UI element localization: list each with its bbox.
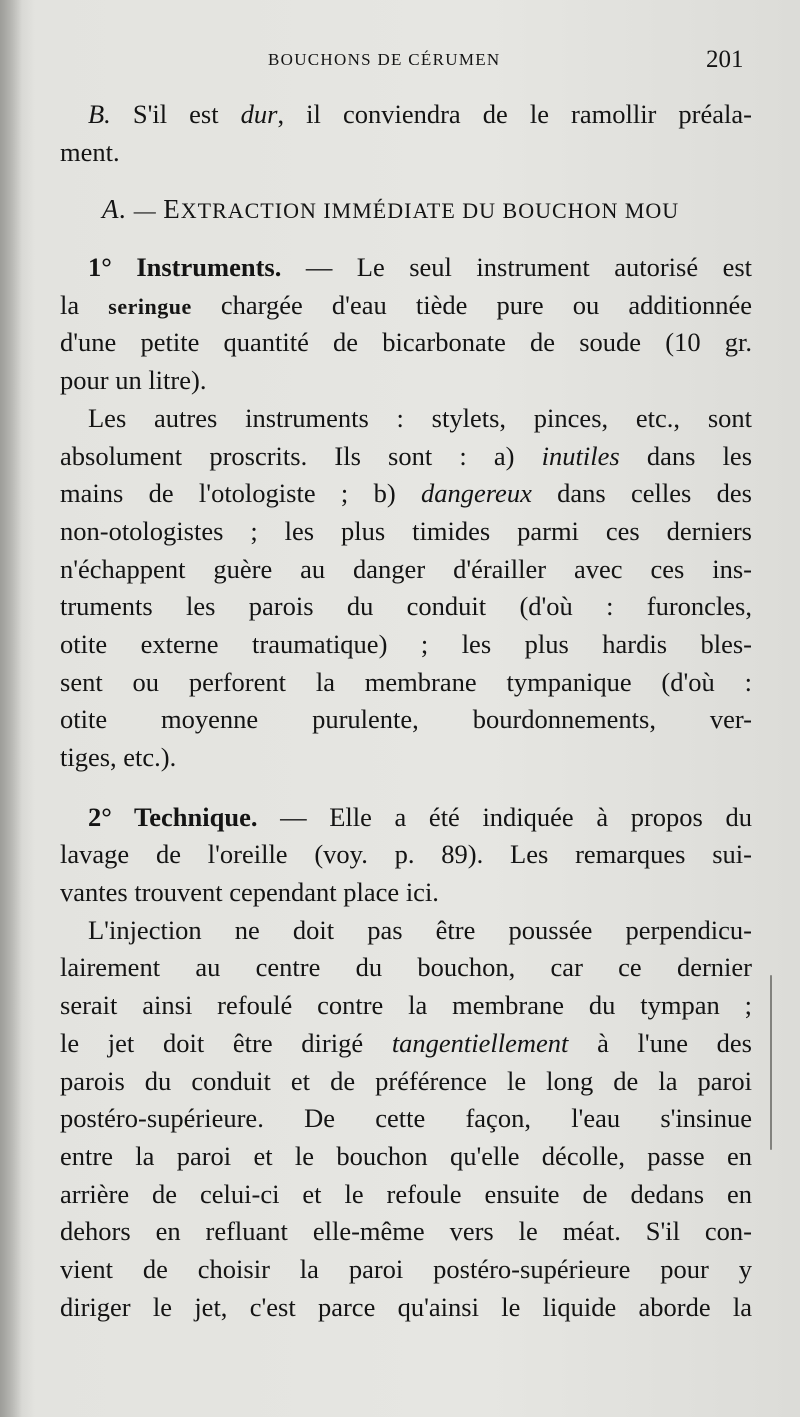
subsection-heading: 1° Instruments. [88, 252, 282, 283]
text-run: — [133, 198, 164, 224]
text-line: non-otologistes ; les plus timides parmi ces derniers [60, 515, 752, 546]
text-line [60, 287, 752, 325]
text-line: L'injection ne doit pas être poussée perpendicu- [88, 914, 752, 945]
margin-pencil-mark [770, 975, 772, 1150]
emphasis: tangentiellement [391, 1027, 569, 1058]
text-line: ment. [60, 136, 120, 167]
text-line: otite moyenne purulente, bourdonnements, ver- [60, 704, 752, 735]
binding-shadow [0, 0, 22, 1417]
text-run: — Le seul instrument autorisé est [281, 252, 753, 283]
running-head: BOUCHONS DE CÉRUMEN [268, 50, 501, 69]
text-run: absolument proscrits. Ils sont : a) [60, 440, 542, 471]
text-line [60, 438, 752, 476]
text-line: lairement au centre du bouchon, car ce dernier [60, 952, 752, 983]
bold-term: seringue [108, 293, 192, 319]
subsection-heading: 2° Technique. [88, 801, 258, 832]
text-run: chargée d'eau tiède pure ou additionnée [191, 289, 753, 320]
text-line: n'échappent guère au danger d'érailler avec ces ins- [60, 553, 752, 584]
text-line: vient de choisir la paroi postéro-supérieure pour y [60, 1253, 752, 1284]
section-title: XTRACTION IMMÉDIATE DU BOUCHON MOU [180, 198, 680, 224]
text-line: parois du conduit et de préférence le long de la paroi [60, 1065, 752, 1096]
text-line: otite externe traumatique) ; les plus hardis bles- [60, 628, 752, 659]
text-run: mains de l'otologiste ; b) [60, 478, 421, 509]
text-run: dans celles des [531, 478, 752, 509]
text-line: dehors en refluant elle-même vers le méat. S'il con- [60, 1216, 752, 1247]
text-line: Les autres instruments : stylets, pinces, etc., sont [88, 402, 752, 433]
text-line [60, 249, 752, 287]
text-line: tiges, etc.). [60, 742, 177, 772]
text-line: pour un litre). [60, 365, 207, 396]
section-letter: A. [102, 194, 128, 225]
text-line: d'une petite quantité de bicarbonate de soude (10 gr. [60, 327, 752, 358]
text-run: E [163, 194, 181, 225]
paragraph-letter: B. [88, 99, 111, 129]
emphasis: dur [240, 99, 278, 129]
text-line: entre la paroi et le bouchon qu'elle décolle, passe en [60, 1140, 752, 1171]
page-header [0, 44, 800, 84]
text-run: , il conviendra de le ramollir préala- [277, 99, 752, 129]
text-line: vantes trouvent cependant place ici. [60, 877, 439, 908]
text-run: — Elle a été indiquée à propos du [257, 801, 752, 832]
text-run: la [60, 289, 109, 320]
text-line: sent ou perforent la membrane tympanique (d'où : [60, 666, 752, 697]
text-line: serait ainsi refoulé contre la membrane du tympan ; [60, 990, 752, 1021]
text-line [60, 799, 752, 837]
text-run: à l'une des [568, 1027, 752, 1058]
text-run: le jet doit être dirigé [60, 1027, 392, 1058]
text-run: dans les [619, 440, 753, 471]
text-line: truments les parois du conduit (d'où : furoncles, [60, 591, 752, 622]
text-line: postéro-supérieure. De cette façon, l'eau s'insinue [60, 1103, 752, 1134]
text-line: arrière de celui-ci et le refoule ensuite de dedans en [60, 1178, 752, 1209]
text-line [60, 1025, 752, 1063]
emphasis: dangereux [420, 478, 532, 509]
section-heading [60, 191, 752, 229]
text-line [60, 96, 752, 134]
text-line: lavage de l'oreille (voy. p. 89). Les remarques sui- [60, 839, 752, 870]
text-run: S'il est [110, 99, 241, 129]
text-line: diriger le jet, c'est parce qu'ainsi le liquide aborde la [60, 1291, 752, 1322]
page-number: 201 [706, 46, 744, 73]
emphasis: inutiles [541, 440, 620, 471]
body-text [60, 96, 752, 1326]
text-line [60, 475, 752, 513]
